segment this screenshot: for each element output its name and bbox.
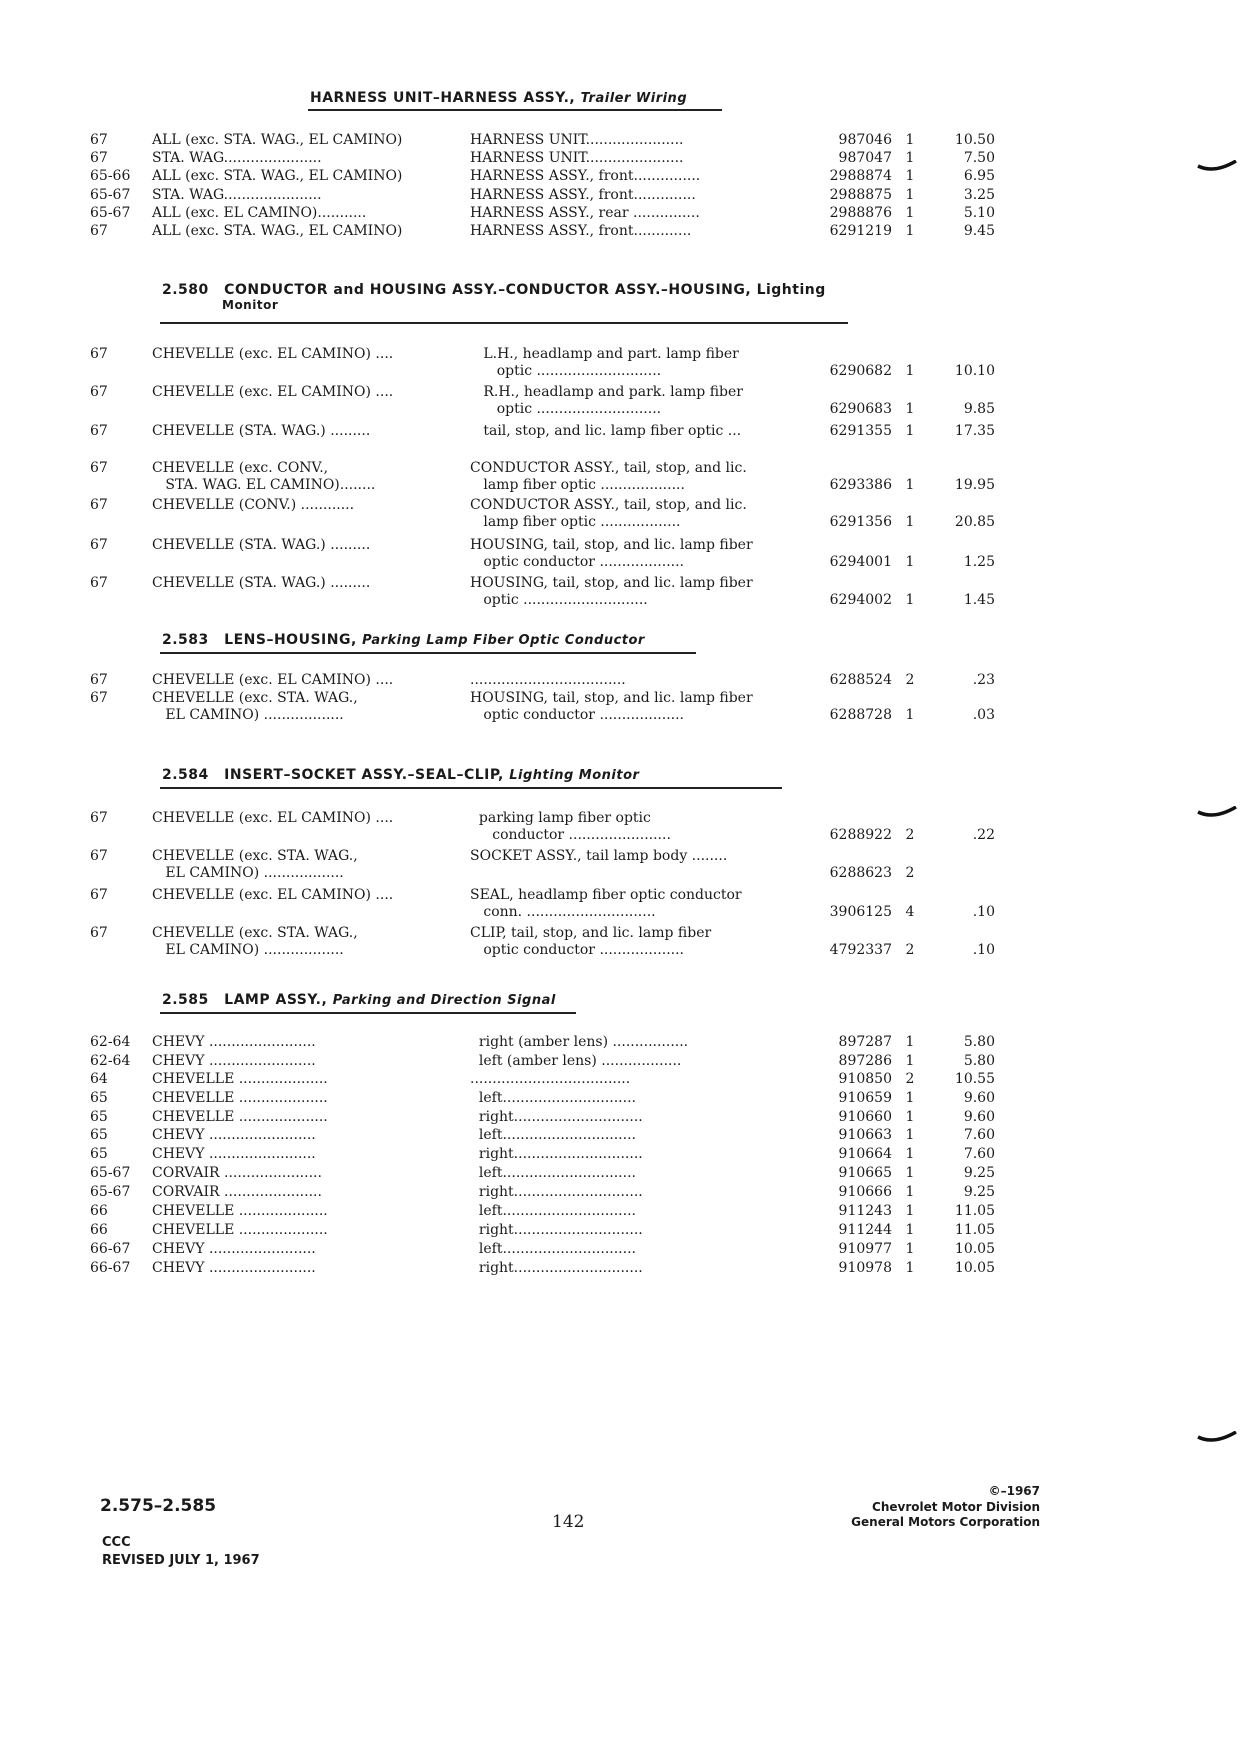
section-title bbox=[162, 632, 762, 648]
year-cell: 67 bbox=[90, 925, 108, 941]
model-cell: CHEVELLE .................... bbox=[152, 1071, 328, 1087]
year-cell: 67 bbox=[90, 497, 108, 513]
quantity-cell: 1 bbox=[905, 363, 915, 379]
description-cell: HARNESS UNIT...................... bbox=[470, 132, 684, 148]
quantity-cell: 4 bbox=[905, 904, 915, 920]
price-cell: 7.50 bbox=[963, 150, 995, 166]
price-cell: 1.45 bbox=[963, 592, 995, 608]
description-cell: ................................... bbox=[470, 672, 626, 688]
year-cell: 65 bbox=[90, 1146, 108, 1162]
footer-range: 2.575–2.585 bbox=[100, 1496, 217, 1516]
model-cell: ALL (exc. STA. WAG., EL CAMINO) bbox=[152, 132, 403, 148]
description-cell: HOUSING, tail, stop, and lic. lamp fiber optic conductor ................... bbox=[470, 690, 753, 723]
year-cell: 67 bbox=[90, 575, 108, 591]
year-cell: 64 bbox=[90, 1071, 108, 1087]
year-cell: 65 bbox=[90, 1127, 108, 1143]
year-cell: 65-67 bbox=[90, 1165, 131, 1181]
model-cell: CHEVELLE (exc. EL CAMINO) .... bbox=[152, 384, 394, 400]
year-cell: 65 bbox=[90, 1109, 108, 1125]
quantity-cell: 1 bbox=[905, 401, 915, 417]
part-number-cell: 3906125 bbox=[829, 904, 892, 920]
model-cell: CHEVY ........................ bbox=[152, 1260, 316, 1276]
check-mark-icon bbox=[1196, 806, 1238, 820]
description-cell: HARNESS ASSY., front............... bbox=[470, 168, 701, 184]
section-subtitle: Trailer Wiring bbox=[580, 91, 688, 106]
model-cell: CHEVELLE (exc. EL CAMINO) .... bbox=[152, 346, 394, 362]
part-number-cell: 6288922 bbox=[829, 827, 892, 843]
quantity-cell: 1 bbox=[905, 187, 915, 203]
model-cell: CHEVELLE (exc. CONV., STA. WAG. EL CAMINO)........ bbox=[152, 460, 376, 493]
description-cell: HOUSING, tail, stop, and lic. lamp fiber optic ............................ bbox=[470, 575, 753, 608]
price-cell: .03 bbox=[972, 707, 995, 723]
model-cell: CHEVELLE (exc. STA. WAG., EL CAMINO) .................. bbox=[152, 848, 358, 881]
price-cell: .10 bbox=[972, 942, 995, 958]
part-number-cell: 910665 bbox=[838, 1165, 892, 1181]
price-cell: 3.25 bbox=[963, 187, 995, 203]
description-cell: left.............................. bbox=[470, 1203, 636, 1219]
price-cell: 7.60 bbox=[963, 1146, 995, 1162]
year-cell: 65-67 bbox=[90, 205, 131, 221]
section-title bbox=[162, 282, 862, 312]
model-cell: CHEVELLE (exc. EL CAMINO) .... bbox=[152, 810, 394, 826]
part-number-cell: 910660 bbox=[838, 1109, 892, 1125]
section-2583 bbox=[90, 632, 1010, 723]
part-number-cell: 6288524 bbox=[829, 672, 892, 688]
price-cell: 10.55 bbox=[954, 1071, 995, 1087]
quantity-cell: 1 bbox=[905, 1146, 915, 1162]
price-cell: 7.60 bbox=[963, 1127, 995, 1143]
year-cell: 66-67 bbox=[90, 1260, 131, 1276]
part-number-cell: 6288728 bbox=[829, 707, 892, 723]
model-cell: CHEVELLE (STA. WAG.) ......... bbox=[152, 575, 371, 591]
part-number-cell: 910659 bbox=[838, 1090, 892, 1106]
part-number-cell: 6288623 bbox=[829, 865, 892, 881]
part-number-cell: 897286 bbox=[838, 1053, 892, 1069]
description-cell: HOUSING, tail, stop, and lic. lamp fiber optic conductor ................... bbox=[470, 537, 753, 570]
description-cell: left.............................. bbox=[470, 1090, 636, 1106]
section-title-text: LAMP ASSY., bbox=[224, 992, 328, 1008]
section-title-text: CONDUCTOR and HOUSING ASSY.–CONDUCTOR ASSY.–HOUSING, Lighting bbox=[224, 282, 826, 298]
year-cell: 67 bbox=[90, 460, 108, 476]
model-cell: ALL (exc. EL CAMINO)........... bbox=[152, 205, 367, 221]
year-cell: 62-64 bbox=[90, 1053, 131, 1069]
price-cell: 1.25 bbox=[963, 554, 995, 570]
description-cell: HARNESS UNIT...................... bbox=[470, 150, 684, 166]
price-cell: 17.35 bbox=[954, 423, 995, 439]
section-number: 2.580 bbox=[162, 282, 209, 298]
model-cell: STA. WAG...................... bbox=[152, 150, 322, 166]
quantity-cell: 1 bbox=[905, 168, 915, 184]
quantity-cell: 1 bbox=[905, 477, 915, 493]
model-cell: CHEVELLE (STA. WAG.) ......... bbox=[152, 537, 371, 553]
part-number-cell: 2988875 bbox=[829, 187, 892, 203]
model-cell: CORVAIR ...................... bbox=[152, 1184, 322, 1200]
footer-revised: REVISED JULY 1, 1967 bbox=[102, 1553, 260, 1568]
part-number-cell: 897287 bbox=[838, 1034, 892, 1050]
description-cell: CONDUCTOR ASSY., tail, stop, and lic. lamp fiber optic .................. bbox=[470, 497, 747, 530]
price-cell: 9.60 bbox=[963, 1090, 995, 1106]
description-cell: SOCKET ASSY., tail lamp body ........ bbox=[470, 848, 728, 864]
section-number: 2.583 bbox=[162, 632, 209, 648]
quantity-cell: 1 bbox=[905, 1260, 915, 1276]
quantity-cell: 1 bbox=[905, 1222, 915, 1238]
part-number-cell: 910978 bbox=[838, 1260, 892, 1276]
year-cell: 66 bbox=[90, 1222, 108, 1238]
section-rule bbox=[160, 787, 782, 789]
section-title bbox=[162, 992, 762, 1008]
description-cell: CLIP, tail, stop, and lic. lamp fiber optic conductor ................... bbox=[470, 925, 712, 958]
price-cell: 10.50 bbox=[954, 132, 995, 148]
quantity-cell: 1 bbox=[905, 132, 915, 148]
quantity-cell: 1 bbox=[905, 205, 915, 221]
model-cell: CHEVELLE (STA. WAG.) ......... bbox=[152, 423, 371, 439]
part-number-cell: 910663 bbox=[838, 1127, 892, 1143]
price-cell: 9.85 bbox=[963, 401, 995, 417]
model-cell: CHEVELLE .................... bbox=[152, 1222, 328, 1238]
part-number-cell: 6294002 bbox=[829, 592, 892, 608]
price-cell: 11.05 bbox=[954, 1203, 995, 1219]
model-cell: CHEVELLE (exc. EL CAMINO) .... bbox=[152, 672, 394, 688]
model-cell: CORVAIR ...................... bbox=[152, 1165, 322, 1181]
section-subtitle: Parking Lamp Fiber Optic Conductor bbox=[362, 633, 645, 648]
section-rule bbox=[160, 1012, 576, 1014]
price-cell: 5.10 bbox=[963, 205, 995, 221]
footer-division: Chevrolet Motor Division bbox=[872, 1500, 1040, 1514]
year-cell: 67 bbox=[90, 887, 108, 903]
description-cell: left.............................. bbox=[470, 1165, 636, 1181]
part-number-cell: 6290682 bbox=[829, 363, 892, 379]
check-mark-icon bbox=[1196, 1431, 1238, 1445]
price-cell: 20.85 bbox=[954, 514, 995, 530]
quantity-cell: 1 bbox=[905, 707, 915, 723]
part-number-cell: 910850 bbox=[838, 1071, 892, 1087]
description-cell: right............................. bbox=[470, 1222, 643, 1238]
price-cell: 10.10 bbox=[954, 363, 995, 379]
section-number: 2.584 bbox=[162, 767, 209, 783]
year-cell: 67 bbox=[90, 537, 108, 553]
model-cell: CHEVELLE .................... bbox=[152, 1203, 328, 1219]
section-title bbox=[310, 90, 730, 106]
price-cell: 11.05 bbox=[954, 1222, 995, 1238]
quantity-cell: 1 bbox=[905, 223, 915, 239]
year-cell: 67 bbox=[90, 810, 108, 826]
year-cell: 65 bbox=[90, 1090, 108, 1106]
quantity-cell: 1 bbox=[905, 1109, 915, 1125]
year-cell: 67 bbox=[90, 150, 108, 166]
part-number-cell: 2988876 bbox=[829, 205, 892, 221]
part-number-cell: 6291355 bbox=[829, 423, 892, 439]
description-cell: L.H., headlamp and part. lamp fiber optic ............................ bbox=[483, 346, 739, 379]
year-cell: 65-67 bbox=[90, 1184, 131, 1200]
quantity-cell: 1 bbox=[905, 150, 915, 166]
year-cell: 67 bbox=[90, 690, 108, 706]
part-number-cell: 910666 bbox=[838, 1184, 892, 1200]
price-cell: 5.80 bbox=[963, 1053, 995, 1069]
year-cell: 67 bbox=[90, 423, 108, 439]
section-2584 bbox=[90, 767, 1010, 958]
description-cell: right............................. bbox=[470, 1109, 643, 1125]
section-number: 2.585 bbox=[162, 992, 209, 1008]
quantity-cell: 1 bbox=[905, 1203, 915, 1219]
part-number-cell: 4792337 bbox=[829, 942, 892, 958]
model-cell: ALL (exc. STA. WAG., EL CAMINO) bbox=[152, 168, 403, 184]
model-cell: ALL (exc. STA. WAG., EL CAMINO) bbox=[152, 223, 403, 239]
price-cell: 10.05 bbox=[954, 1260, 995, 1276]
model-cell: CHEVY ........................ bbox=[152, 1034, 316, 1050]
model-cell: CHEVELLE (exc. STA. WAG., EL CAMINO) .................. bbox=[152, 690, 358, 723]
model-cell: CHEVY ........................ bbox=[152, 1146, 316, 1162]
part-number-cell: 2988874 bbox=[829, 168, 892, 184]
quantity-cell: 2 bbox=[905, 1071, 915, 1087]
part-number-cell: 987047 bbox=[838, 150, 892, 166]
model-cell: STA. WAG...................... bbox=[152, 187, 322, 203]
price-cell: 9.25 bbox=[963, 1165, 995, 1181]
part-number-cell: 6291219 bbox=[829, 223, 892, 239]
quantity-cell: 1 bbox=[905, 1090, 915, 1106]
description-cell: tail, stop, and lic. lamp fiber optic ... bbox=[470, 423, 742, 439]
price-cell: 5.80 bbox=[963, 1034, 995, 1050]
price-cell: 10.05 bbox=[954, 1241, 995, 1257]
price-cell: 9.25 bbox=[963, 1184, 995, 1200]
description-cell: right (amber lens) ................. bbox=[470, 1034, 689, 1050]
part-number-cell: 911243 bbox=[838, 1203, 892, 1219]
section-title-text: HARNESS UNIT–HARNESS ASSY., bbox=[310, 90, 576, 106]
quantity-cell: 1 bbox=[905, 1127, 915, 1143]
part-number-cell: 6293386 bbox=[829, 477, 892, 493]
year-cell: 67 bbox=[90, 132, 108, 148]
section-title-line2: Monitor bbox=[222, 298, 279, 312]
section-rule bbox=[160, 652, 696, 654]
quantity-cell: 1 bbox=[905, 1165, 915, 1181]
description-cell: parking lamp fiber optic conductor ....................... bbox=[478, 810, 671, 843]
description-cell: right............................. bbox=[470, 1184, 643, 1200]
description-cell: .................................... bbox=[470, 1071, 631, 1087]
section-harness bbox=[90, 90, 1010, 239]
description-cell: left.............................. bbox=[470, 1241, 636, 1257]
quantity-cell: 1 bbox=[905, 1184, 915, 1200]
part-number-cell: 6291356 bbox=[829, 514, 892, 530]
description-cell: HARNESS ASSY., rear ............... bbox=[470, 205, 700, 221]
description-cell: right............................. bbox=[470, 1146, 643, 1162]
price-cell: 9.45 bbox=[963, 223, 995, 239]
footer-code: CCC bbox=[102, 1535, 131, 1550]
price-cell: 19.95 bbox=[954, 477, 995, 493]
description-cell: right............................. bbox=[470, 1260, 643, 1276]
model-cell: CHEVELLE .................... bbox=[152, 1109, 328, 1125]
price-cell: 9.60 bbox=[963, 1109, 995, 1125]
part-number-cell: 911244 bbox=[838, 1222, 892, 1238]
year-cell: 67 bbox=[90, 346, 108, 362]
quantity-cell: 1 bbox=[905, 1034, 915, 1050]
footer-copyright: ©–1967 bbox=[988, 1484, 1040, 1498]
model-cell: CHEVY ........................ bbox=[152, 1127, 316, 1143]
price-cell: .23 bbox=[972, 672, 995, 688]
year-cell: 66 bbox=[90, 1203, 108, 1219]
model-cell: CHEVELLE (exc. STA. WAG., EL CAMINO) .................. bbox=[152, 925, 358, 958]
part-number-cell: 987046 bbox=[838, 132, 892, 148]
year-cell: 65-67 bbox=[90, 187, 131, 203]
page-number: 142 bbox=[552, 1512, 585, 1532]
quantity-cell: 2 bbox=[905, 827, 915, 843]
section-title-text: INSERT–SOCKET ASSY.–SEAL–CLIP, bbox=[224, 767, 504, 783]
part-number-cell: 910664 bbox=[838, 1146, 892, 1162]
quantity-cell: 2 bbox=[905, 942, 915, 958]
section-title-text: LENS–HOUSING, bbox=[224, 632, 357, 648]
description-cell: CONDUCTOR ASSY., tail, stop, and lic. lamp fiber optic ................... bbox=[470, 460, 747, 493]
quantity-cell: 1 bbox=[905, 1241, 915, 1257]
year-cell: 67 bbox=[90, 223, 108, 239]
quantity-cell: 1 bbox=[905, 514, 915, 530]
year-cell: 67 bbox=[90, 384, 108, 400]
description-cell: SEAL, headlamp fiber optic conductor conn. ............................. bbox=[470, 887, 742, 920]
model-cell: CHEVELLE (CONV.) ............ bbox=[152, 497, 355, 513]
section-title bbox=[162, 767, 762, 783]
price-cell: .22 bbox=[972, 827, 995, 843]
part-number-cell: 6294001 bbox=[829, 554, 892, 570]
model-cell: CHEVY ........................ bbox=[152, 1241, 316, 1257]
price-cell: .10 bbox=[972, 904, 995, 920]
year-cell: 67 bbox=[90, 672, 108, 688]
year-cell: 66-67 bbox=[90, 1241, 131, 1257]
model-cell: CHEVELLE (exc. EL CAMINO) .... bbox=[152, 887, 394, 903]
part-number-cell: 6290683 bbox=[829, 401, 892, 417]
description-cell: HARNESS ASSY., front............. bbox=[470, 223, 692, 239]
section-subtitle: Lighting Monitor bbox=[509, 768, 640, 783]
year-cell: 62-64 bbox=[90, 1034, 131, 1050]
quantity-cell: 1 bbox=[905, 592, 915, 608]
year-cell: 65-66 bbox=[90, 168, 131, 184]
quantity-cell: 1 bbox=[905, 554, 915, 570]
footer-corporation: General Motors Corporation bbox=[851, 1515, 1040, 1529]
section-subtitle: Parking and Direction Signal bbox=[332, 993, 556, 1008]
section-rule bbox=[308, 109, 722, 111]
year-cell: 67 bbox=[90, 848, 108, 864]
section-rule bbox=[160, 322, 848, 324]
description-cell: left.............................. bbox=[470, 1127, 636, 1143]
quantity-cell: 2 bbox=[905, 672, 915, 688]
part-number-cell: 910977 bbox=[838, 1241, 892, 1257]
section-2580 bbox=[90, 282, 1010, 608]
quantity-cell: 2 bbox=[905, 865, 915, 881]
section-2585 bbox=[90, 992, 1010, 1276]
quantity-cell: 1 bbox=[905, 423, 915, 439]
description-cell: left (amber lens) .................. bbox=[470, 1053, 682, 1069]
model-cell: CHEVY ........................ bbox=[152, 1053, 316, 1069]
description-cell: HARNESS ASSY., front.............. bbox=[470, 187, 696, 203]
quantity-cell: 1 bbox=[905, 1053, 915, 1069]
price-cell: 6.95 bbox=[963, 168, 995, 184]
description-cell: R.H., headlamp and park. lamp fiber optic ............................ bbox=[483, 384, 743, 417]
model-cell: CHEVELLE .................... bbox=[152, 1090, 328, 1106]
check-mark-icon bbox=[1196, 160, 1238, 174]
